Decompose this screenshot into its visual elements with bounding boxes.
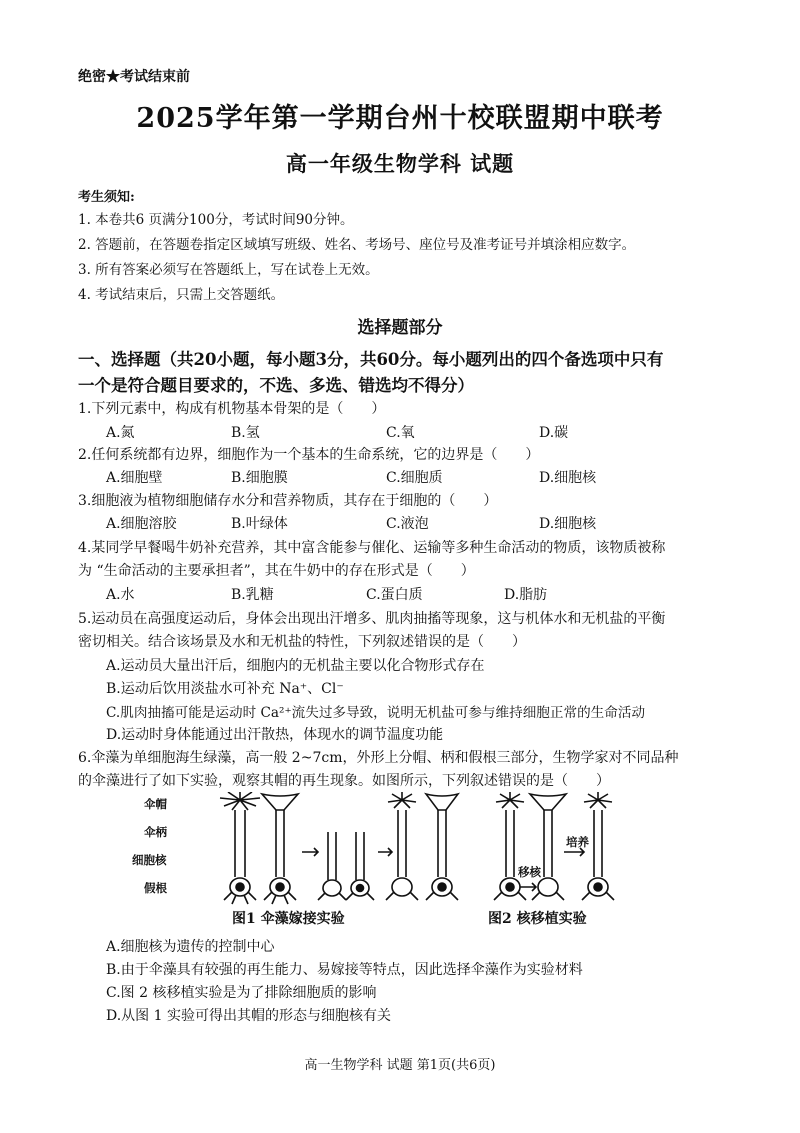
question-stem: 5.运动员在高强度运动后，身体会出现出汗增多、肌肉抽搐等现象，这与机体水和无机盐的平衡 [78,611,666,627]
question-option: C.图 2 核移植实验是为了排除细胞质的影响 [106,985,377,1001]
page-footer: 高一生物学科 试题 第1页(共6页) [304,1058,496,1073]
notice-heading: 考生须知: [78,190,135,205]
label-culture: 培养 [566,835,589,849]
question-option: D.细胞核 [539,516,597,532]
plant-regenerated [386,792,458,900]
notice-item: 2. 答题前，在答题卷指定区域填写班级、姓名、考场号、座位号及准考证号并填涂相应数字。 [78,237,636,253]
question-option: B.叶绿体 [231,516,288,532]
question-option: D.从图 1 实验可得出其帽的形态与细胞核有关 [106,1008,391,1024]
question-option: C.氧 [386,425,415,441]
question-option: B.细胞膜 [231,470,288,486]
question-option: B.由于伞藻具有较强的再生能力、易嫁接等特点，因此选择伞藻作为实验材料 [106,962,583,978]
question-option: D.细胞核 [539,470,597,486]
question-option: A.运动员大量出汗后，细胞内的无机盐主要以化合物形式存在 [106,658,485,674]
question-option: A.氮 [106,425,135,441]
question-option: D.碳 [539,425,569,441]
question-option: A.水 [106,587,135,603]
label-rhizoid: 假根 [144,881,167,895]
question-option: B.氢 [231,425,260,441]
section-title: 选择题部分 [357,318,443,338]
figure-caption-1: 图1 伞藻嫁接实验 [232,911,345,927]
question-option: B.运动后饮用淡盐水可补充 Na⁺、Cl⁻ [106,681,344,697]
part-instruction: 一个是符合题目要求的，不选、多选、错选均不得分） [78,376,474,395]
question-stem: 1.下列元素中，构成有机物基本骨架的是（ ） [78,401,386,417]
question-option: A.细胞溶胶 [106,516,177,532]
plant-cup-cap [262,794,298,904]
label-transplant: 移核 [518,865,541,879]
question-option: A.细胞壁 [106,470,163,486]
label-nucleus: 细胞核 [132,853,167,867]
question-option: C.液泡 [386,516,429,532]
notice-item: 4. 考试结束后，只需上交答题纸。 [78,287,285,303]
question-option: A.细胞核为遗传的控制中心 [106,939,275,955]
part-instruction: 一、选择题（共20小题，每小题3分，共60分。每小题列出的四个备选项中只有 [78,350,664,369]
question-option: B.乳糖 [231,587,274,603]
plant-cut-stalks [318,832,374,900]
question-stem: 3.细胞液为植物细胞储存水分和营养物质，其存在于细胞的（ ） [78,493,498,509]
question-stem: 6.伞藻为单细胞海生绿藻，高一般 2~7cm，外形上分帽、柄和假根三部分，生物学家对不同品种 [78,750,679,766]
question-stem: 4.某同学早餐喝牛奶补充营养，其中富含能参与催化、运输等多种生命活动的物质，该物质被称 [78,540,666,556]
question-stem: 2.任何系统都有边界，细胞作为一个基本的生命系统，它的边界是（ ） [78,447,540,463]
exam-subtitle: 高一年级生物学科 试题 [285,151,515,176]
question-stem: 密切相关。结合该场景及水和无机盐的特性，下列叙述错误的是（ ） [78,634,526,650]
notice-item: 1. 本卷共6 页满分100分，考试时间90分钟。 [78,212,354,228]
exam-title: 2025学年第一学期台州十校联盟期中联考 [136,103,664,134]
secret-mark: 绝密★考试结束前 [78,69,190,85]
nuclear-transplant-plants [494,792,614,900]
question-option: D.脂肪 [504,587,548,603]
question-stem: 为 “生命活动的主要承担者”，其在牛奶中的存在形式是（ ） [78,563,475,579]
question-option: C.蛋白质 [366,587,423,603]
question-stem: 的伞藻进行了如下实验，观察其帽的再生现象。如图所示，下列叙述错误的是（ ） [78,773,610,789]
question-option: D.运动时身体能通过出汗散热，体现水的调节温度功能 [106,727,444,743]
question-option: C.肌肉抽搐可能是运动时 Ca²⁺流失过多导致，说明无机盐可参与维持细胞正常的生命活动 [106,705,646,721]
notice-item: 3. 所有答案必须写在答题纸上，写在试卷上无效。 [78,262,379,278]
acetabularia-figure [132,792,650,932]
plant-feather-cap [220,792,260,904]
figure-caption-2: 图2 核移植实验 [488,911,587,927]
question-option: C.细胞质 [386,470,443,486]
label-stalk: 伞柄 [144,825,167,839]
label-cap: 伞帽 [144,797,167,811]
